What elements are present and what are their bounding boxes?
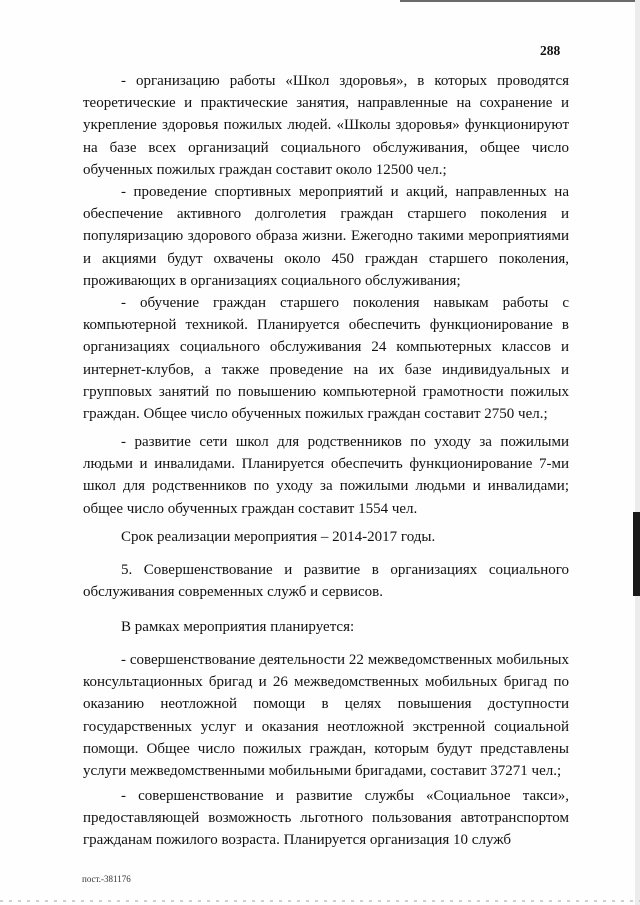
footer-document-code: пост.-381176 xyxy=(82,874,131,884)
page-number: 288 xyxy=(540,43,561,58)
text-block-4 xyxy=(83,526,569,548)
paragraph-planned-intro: В рамках мероприятия планируется: xyxy=(121,619,355,635)
text-block-5 xyxy=(83,559,569,603)
paragraph-implementation-period: Срок реализации мероприятия – 2014-2017 годы. xyxy=(121,529,436,545)
scan-top-edge-line xyxy=(400,0,640,2)
text-block-6 xyxy=(83,616,569,638)
text-block-7 xyxy=(83,649,569,782)
paragraph-sports-events: - проведение спортивных мероприятий и акций, направленных на обеспечение активного долголетия граждан старшего поколения и популяризацию здорового образа жизни. Ежегодно такими мероприятиями и акциями будут охвачены около 450 граждан старшего поколения, проживающих в организациях социального обслуживания; xyxy=(83,184,569,289)
text-block-8 xyxy=(83,785,569,852)
scan-right-edge xyxy=(635,0,640,905)
scan-binding-mark xyxy=(633,512,640,596)
paragraph-social-taxi: - совершенствование и развитие службы «Социальное такси», предоставляющей возможность льготного пользования автотранспортом гражданам пожилого возраста. Планируется организация 10 служб xyxy=(83,788,569,849)
text-block-2 xyxy=(83,292,569,425)
paragraph-schools-of-health: - организацию работы «Школ здоровья», в которых проводятся теоретические и практические занятия, направленные на сохранение и укрепление здоровья пожилых людей. «Школы здоровья» функционируют на базе всех организаций социального обслуживания, общее число обученных пожилых граждан составит около 12500 чел.; xyxy=(83,73,569,178)
paragraph-relatives-schools: - развитие сети школ для родственников по уходу за пожилыми людьми и инвалидами. Планируется обеспечить функционирование 7-ми школ для родственников по уходу за пожилыми людьми и инвалидами; общее число обученных граждан составит 1554 чел. xyxy=(83,434,569,517)
text-block-1 xyxy=(83,70,569,292)
paragraph-section-5-heading: 5. Совершенствование и развитие в организациях социального обслуживания современных служб и сервисов. xyxy=(83,562,569,601)
scan-bottom-edge-marks xyxy=(0,900,640,902)
paragraph-mobile-brigades: - совершенствование деятельности 22 межведомственных мобильных консультационных бригад и 26 межведомственных мобильных бригад по оказанию неотложной помощи в целях повышения доступности государственных услуг и оказания неотложной экстренной социальной помощи. Общее число пожилых граждан, которым будут представлены услуги межведомственными мобильными бригадами, составит 37271 чел.; xyxy=(83,652,569,780)
text-block-3 xyxy=(83,431,569,520)
paragraph-computer-training: - обучение граждан старшего поколения навыкам работы с компьютерной техникой. Планируется обеспечить функционирование в организациях социального обслуживания 24 компьютерных классов и интернет-клубов, а также проведение на их базе индивидуальных и групповых занятий по повышению компьютерной грамотности пожилых граждан. Общее число обученных пожилых граждан составит 2750 чел.; xyxy=(83,295,569,423)
